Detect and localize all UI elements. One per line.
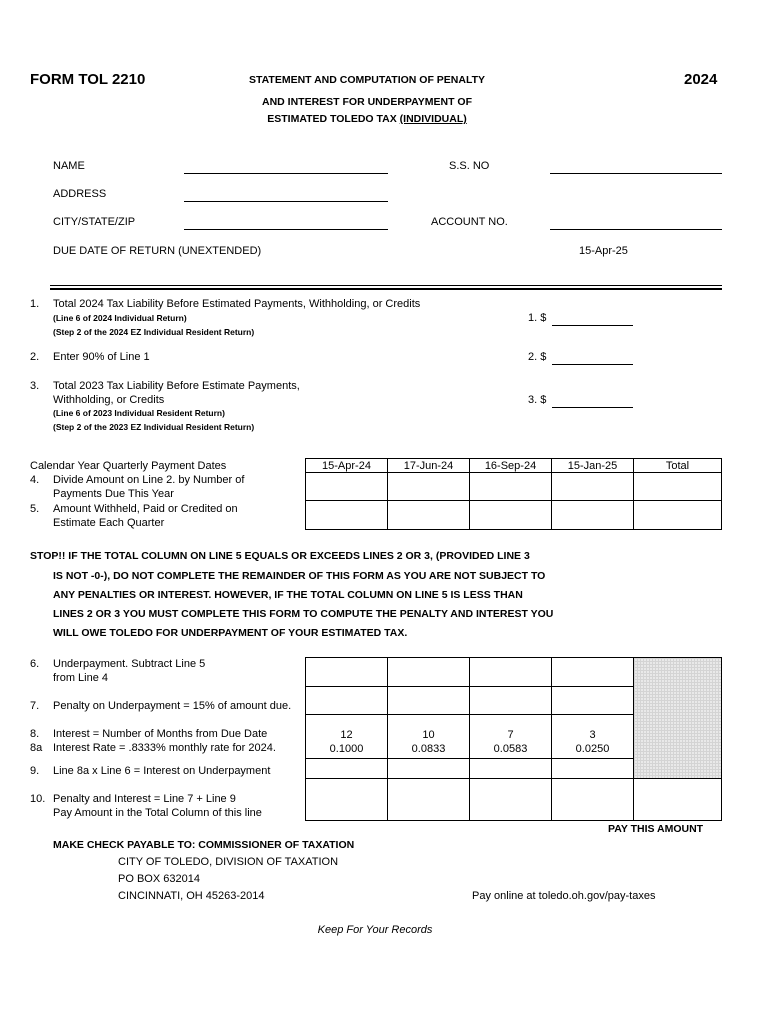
line-1-note-2: (Step 2 of the 2024 EZ Individual Resident Return) bbox=[53, 327, 255, 337]
rate-q3: 0.0583 bbox=[493, 743, 528, 755]
line-8-number: 8. bbox=[30, 728, 40, 740]
name-label: NAME bbox=[53, 160, 85, 172]
line-3-ref: 3. $ bbox=[528, 394, 547, 406]
stop-notice-line-2: IS NOT -0-), DO NOT COMPLETE THE REMAINDER OF THIS FORM AS YOU ARE NOT SUBJECT TO bbox=[53, 570, 546, 582]
city-field[interactable] bbox=[184, 229, 388, 230]
due-date-label: DUE DATE OF RETURN (UNEXTENDED) bbox=[53, 245, 262, 257]
line-10-text-1: Penalty and Interest = Line 7 + Line 9 bbox=[53, 793, 236, 805]
line-1-amount-field[interactable] bbox=[552, 325, 633, 326]
line-2-number: 2. bbox=[30, 351, 40, 363]
line-6-q1-cell[interactable] bbox=[305, 657, 388, 687]
line-10-q1-cell[interactable] bbox=[305, 778, 388, 821]
line-4-q1-cell[interactable] bbox=[305, 472, 388, 501]
stop-notice-line-4: LINES 2 OR 3 YOU MUST COMPLETE THIS FORM TO COMPUTE THE PENALTY AND INTEREST YOU bbox=[53, 608, 554, 620]
line-9-q1-cell[interactable] bbox=[305, 758, 388, 779]
line-3-note-1: (Line 6 of 2023 Individual Resident Return) bbox=[53, 408, 225, 418]
line-7-q3-cell[interactable] bbox=[469, 686, 552, 715]
line-10-total-cell[interactable] bbox=[633, 778, 722, 821]
address-label: ADDRESS bbox=[53, 188, 107, 200]
line-5-number: 5. bbox=[30, 503, 40, 515]
line-2-text: Enter 90% of Line 1 bbox=[53, 351, 150, 363]
line-4-text-2: Payments Due This Year bbox=[53, 488, 174, 500]
line-6-text-2: from Line 4 bbox=[53, 672, 109, 684]
line-1-note-1: (Line 6 of 2024 Individual Return) bbox=[53, 313, 187, 323]
line-1-number: 1. bbox=[30, 298, 40, 310]
line-4-total-cell[interactable] bbox=[633, 472, 722, 501]
col-header-total: Total bbox=[633, 458, 722, 473]
account-label: ACCOUNT NO. bbox=[431, 216, 508, 228]
line-7-q1-cell[interactable] bbox=[305, 686, 388, 715]
months-q1: 12 bbox=[340, 729, 353, 741]
address-field[interactable] bbox=[184, 201, 388, 202]
line-8-q3-cell bbox=[469, 714, 552, 759]
line-9-text: Line 8a x Line 6 = Interest on Underpayment bbox=[53, 765, 271, 777]
line-7-text: Penalty on Underpayment = 15% of amount due. bbox=[53, 700, 292, 712]
line-7-q2-cell[interactable] bbox=[387, 686, 470, 715]
months-q3: 7 bbox=[507, 729, 514, 741]
line-8a-text: Interest Rate = .8333% monthly rate for 2024. bbox=[53, 742, 276, 754]
line-4-number: 4. bbox=[30, 474, 40, 486]
col-header-q1: 15-Apr-24 bbox=[305, 458, 388, 473]
line-5-text-1: Amount Withheld, Paid or Credited on bbox=[53, 503, 238, 515]
line-5-q1-cell[interactable] bbox=[305, 500, 388, 530]
line-6-q4-cell[interactable] bbox=[551, 657, 634, 687]
form-id: FORM TOL 2210 bbox=[30, 71, 146, 88]
rate-q4: 0.0250 bbox=[575, 743, 610, 755]
line-4-text-1: Divide Amount on Line 2. by Number of bbox=[53, 474, 245, 486]
line-6-text-1: Underpayment. Subtract Line 5 bbox=[53, 658, 206, 670]
total-column-shaded-area bbox=[633, 657, 722, 779]
rate-q1: 0.1000 bbox=[329, 743, 364, 755]
line-6-q2-cell[interactable] bbox=[387, 657, 470, 687]
line-5-q4-cell[interactable] bbox=[551, 500, 634, 530]
line-6-q3-cell[interactable] bbox=[469, 657, 552, 687]
months-q4: 3 bbox=[589, 729, 596, 741]
title-line-3-prefix: ESTIMATED TOLEDO TAX bbox=[267, 113, 397, 125]
account-field[interactable] bbox=[550, 229, 722, 230]
address-line-3: CINCINNATI, OH 45263-2014 bbox=[118, 890, 265, 902]
title-line-1: STATEMENT AND COMPUTATION OF PENALTY bbox=[248, 74, 486, 86]
ssno-field[interactable] bbox=[550, 173, 722, 174]
ssno-label: S.S. NO bbox=[449, 160, 490, 172]
line-5-q2-cell[interactable] bbox=[387, 500, 470, 530]
line-5-total-cell[interactable] bbox=[633, 500, 722, 530]
quarterly-dates-label: Calendar Year Quarterly Payment Dates bbox=[30, 460, 227, 472]
stop-notice-line-5: WILL OWE TOLEDO FOR UNDERPAYMENT OF YOUR ESTIMATED TAX. bbox=[53, 627, 408, 639]
line-3-note-2: (Step 2 of the 2023 EZ Individual Resident Return) bbox=[53, 422, 255, 432]
line-9-number: 9. bbox=[30, 765, 40, 777]
line-9-q4-cell[interactable] bbox=[551, 758, 634, 779]
city-label: CITY/STATE/ZIP bbox=[53, 216, 136, 228]
months-q2: 10 bbox=[422, 729, 435, 741]
line-7-q4-cell[interactable] bbox=[551, 686, 634, 715]
line-10-q3-cell[interactable] bbox=[469, 778, 552, 821]
line-10-q4-cell[interactable] bbox=[551, 778, 634, 821]
line-8-q2-cell bbox=[387, 714, 470, 759]
line-3-text-2: Withholding, or Credits bbox=[53, 394, 165, 406]
line-1-text: Total 2024 Tax Liability Before Estimated Payments, Withholding, or Credits bbox=[53, 298, 421, 310]
line-8-q1-cell bbox=[305, 714, 388, 759]
line-3-number: 3. bbox=[30, 380, 40, 392]
line-3-text-1: Total 2023 Tax Liability Before Estimate Payments, bbox=[53, 380, 300, 392]
line-5-q3-cell[interactable] bbox=[469, 500, 552, 530]
col-header-q2: 17-Jun-24 bbox=[387, 458, 470, 473]
line-10-q2-cell[interactable] bbox=[387, 778, 470, 821]
line-9-q3-cell[interactable] bbox=[469, 758, 552, 779]
name-field[interactable] bbox=[184, 173, 388, 174]
line-6-number: 6. bbox=[30, 658, 40, 670]
tax-year: 2024 bbox=[684, 71, 718, 88]
line-8-text: Interest = Number of Months from Due Date bbox=[53, 728, 268, 740]
line-3-amount-field[interactable] bbox=[552, 407, 633, 408]
line-10-text-2: Pay Amount in the Total Column of this line bbox=[53, 807, 262, 819]
title-line-3 bbox=[0, 113, 734, 125]
payable-to-label: MAKE CHECK PAYABLE TO: COMMISSIONER OF TAXATION bbox=[53, 839, 355, 851]
divider-bottom bbox=[50, 288, 722, 290]
line-8a-number: 8a bbox=[30, 742, 43, 754]
pay-this-amount-label: PAY THIS AMOUNT bbox=[608, 823, 704, 835]
title-line-3-underlined: (INDIVIDUAL) bbox=[399, 113, 467, 125]
address-line-1: CITY OF TOLEDO, DIVISION OF TAXATION bbox=[118, 856, 339, 868]
line-4-q4-cell[interactable] bbox=[551, 472, 634, 501]
line-5-text-2: Estimate Each Quarter bbox=[53, 517, 165, 529]
line-10-number: 10. bbox=[30, 793, 46, 805]
title-line-2: AND INTEREST FOR UNDERPAYMENT OF bbox=[261, 96, 472, 108]
stop-notice-line-1: STOP!! IF THE TOTAL COLUMN ON LINE 5 EQUALS OR EXCEEDS LINES 2 OR 3, (PROVIDED LINE 3 bbox=[30, 550, 530, 562]
col-header-q4: 15-Jan-25 bbox=[551, 458, 634, 473]
line-9-q2-cell[interactable] bbox=[387, 758, 470, 779]
address-line-2: PO BOX 632014 bbox=[118, 873, 200, 885]
stop-notice-line-3: ANY PENALTIES OR INTEREST. HOWEVER, IF THE TOTAL COLUMN ON LINE 5 IS LESS THAN bbox=[53, 589, 523, 601]
divider-top bbox=[50, 285, 722, 286]
line-4-q3-cell[interactable] bbox=[469, 472, 552, 501]
col-header-q3: 16-Sep-24 bbox=[469, 458, 552, 473]
line-2-amount-field[interactable] bbox=[552, 364, 633, 365]
line-2-ref: 2. $ bbox=[528, 351, 547, 363]
line-8-q4-cell bbox=[551, 714, 634, 759]
line-1-ref: 1. $ bbox=[528, 312, 547, 324]
line-4-q2-cell[interactable] bbox=[387, 472, 470, 501]
due-date-value: 15-Apr-25 bbox=[579, 245, 628, 257]
rate-q2: 0.0833 bbox=[411, 743, 446, 755]
line-7-number: 7. bbox=[30, 700, 40, 712]
pay-online-link[interactable]: Pay online at toledo.oh.gov/pay-taxes bbox=[472, 890, 656, 902]
keep-records-note: Keep For Your Records bbox=[317, 924, 433, 936]
